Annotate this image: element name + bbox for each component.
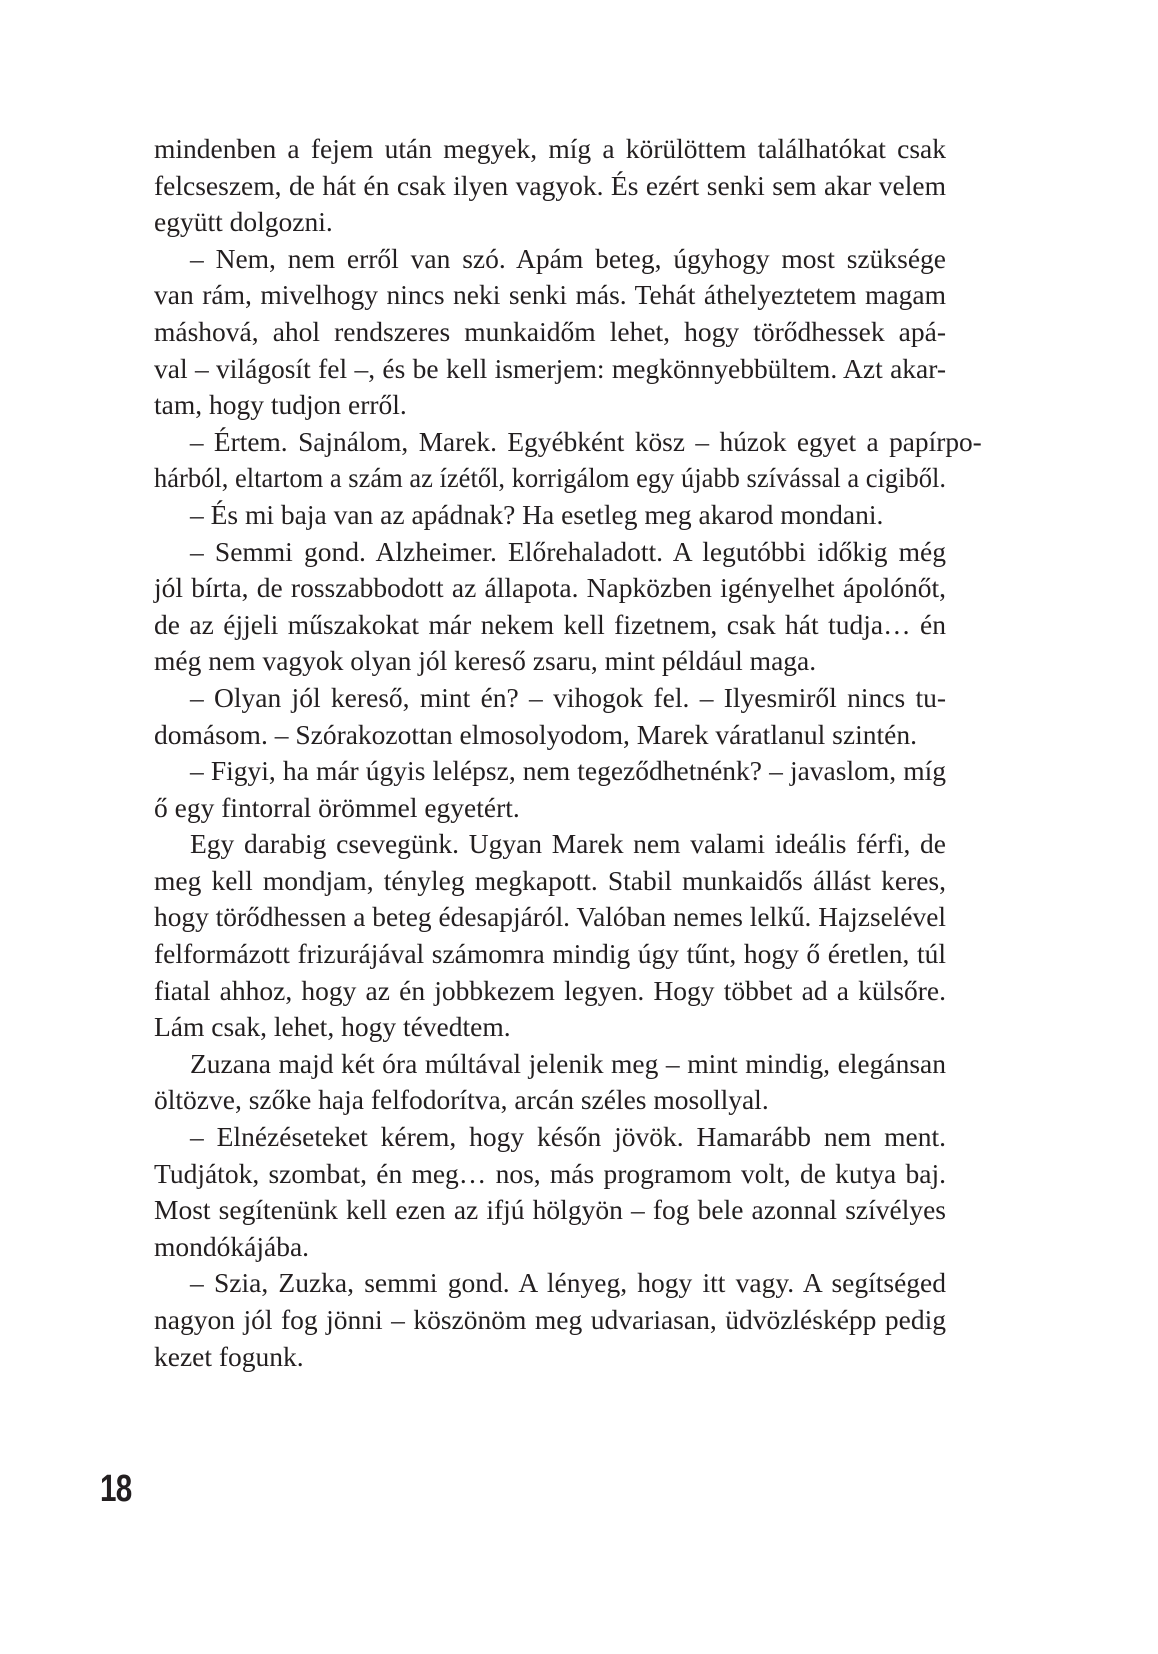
text-line: – Semmi gond. Alzheimer. Előrehaladott. A legutóbbi időkig még <box>190 535 946 567</box>
page-number: 18 <box>100 1468 132 1510</box>
text-line: jól bírta, de rosszabbodott az állapota. Napközben igényelhet ápolónőt, <box>154 572 946 604</box>
text-line: Zuzana majd két óra múltával jelenik meg – mint mindig, elegánsan <box>190 1047 946 1079</box>
text-line: együtt dolgozni. <box>154 206 333 238</box>
text-line: mindenben a fejem után megyek, míg a körülöttem találhatókat csak <box>154 133 946 164</box>
text-line: meg kell mondjam, tényleg megkapott. Stabil munkaidős állást keres, <box>154 864 946 896</box>
body-text <box>154 131 982 1375</box>
text-line: felformázott frizurájával számomra mindig úgy tűnt, hogy ő éretlen, túl <box>154 938 946 970</box>
text-line: nagyon jól fog jönni – köszönöm meg udvariasan, üdvözlésképp pedig <box>154 1304 946 1335</box>
text-line: hárból, eltartom a szám az ízétől, korrigálom egy újabb szívással a cigiből. <box>154 462 946 494</box>
text-line: – Elnézéseteket kérem, hogy későn jövök. Hamarább nem ment. <box>190 1121 946 1153</box>
text-line: Tudjátok, szombat, én meg… nos, más programom volt, de kutya baj. <box>154 1157 946 1189</box>
text-line: – Figyi, ha már úgyis lelépsz, nem tegeződhetnénk? – javaslom, míg <box>190 755 946 787</box>
text-line: val – világosít fel –, és be kell ismerjem: megkönnyebbültem. Azt akar- <box>154 352 946 384</box>
text-line: máshová, ahol rendszeres munkaidőm lehet, hogy törődhessek apá- <box>154 315 946 347</box>
text-line: – Olyan jól kereső, mint én? – vihogok fel. – Ilyesmiről nincs tu- <box>190 681 946 713</box>
text-line: fiatal ahhoz, hogy az én jobbkezem legyen. Hogy többet ad a külsőre. <box>154 974 946 1006</box>
text-line: hogy törődhessen a beteg édesapjáról. Valóban nemes lelkű. Hajzselével <box>154 901 946 933</box>
text-line: Lám csak, lehet, hogy tévedtem. <box>154 1011 511 1043</box>
text-line: – Szia, Zuzka, semmi gond. A lényeg, hogy itt vagy. A segítséged <box>190 1267 946 1299</box>
text-line: öltözve, szőke haja felfodorítva, arcán széles mosollyal. <box>154 1084 769 1116</box>
text-line: tam, hogy tudjon erről. <box>154 389 407 421</box>
text-line: de az éjjeli műszakokat már nekem kell fizetnem, csak hát tudja… én <box>154 608 946 640</box>
text-line: – Értem. Sajnálom, Marek. Egyébként kösz – húzok egyet a papírpo- <box>189 425 982 457</box>
text-line: Most segítenünk kell ezen az ifjú hölgyön – fog bele azonnal szívélyes <box>154 1194 946 1226</box>
text-line: – És mi baja van az apádnak? Ha esetleg meg akarod mondani. <box>190 498 884 530</box>
text-line: domásom. – Szórakozottan elmosolyodom, Marek váratlanul szintén. <box>154 718 917 750</box>
text-line: Egy darabig csevegünk. Ugyan Marek nem valami ideális férfi, de <box>190 828 946 860</box>
text-line: felcseszem, de hát én csak ilyen vagyok. És ezért senki sem akar velem <box>154 169 946 201</box>
text-line: mondókájába. <box>154 1230 310 1262</box>
text-line: még nem vagyok olyan jól kereső zsaru, mint például maga. <box>154 645 817 677</box>
text-line: ő egy fintorral örömmel egyetért. <box>154 791 520 823</box>
text-line: – Nem, nem erről van szó. Apám beteg, úgyhogy most szüksége <box>190 242 946 274</box>
text-line: kezet fogunk. <box>154 1340 304 1372</box>
text-line: van rám, mivelhogy nincs neki senki más. Tehát áthelyeztetem magam <box>154 279 946 311</box>
